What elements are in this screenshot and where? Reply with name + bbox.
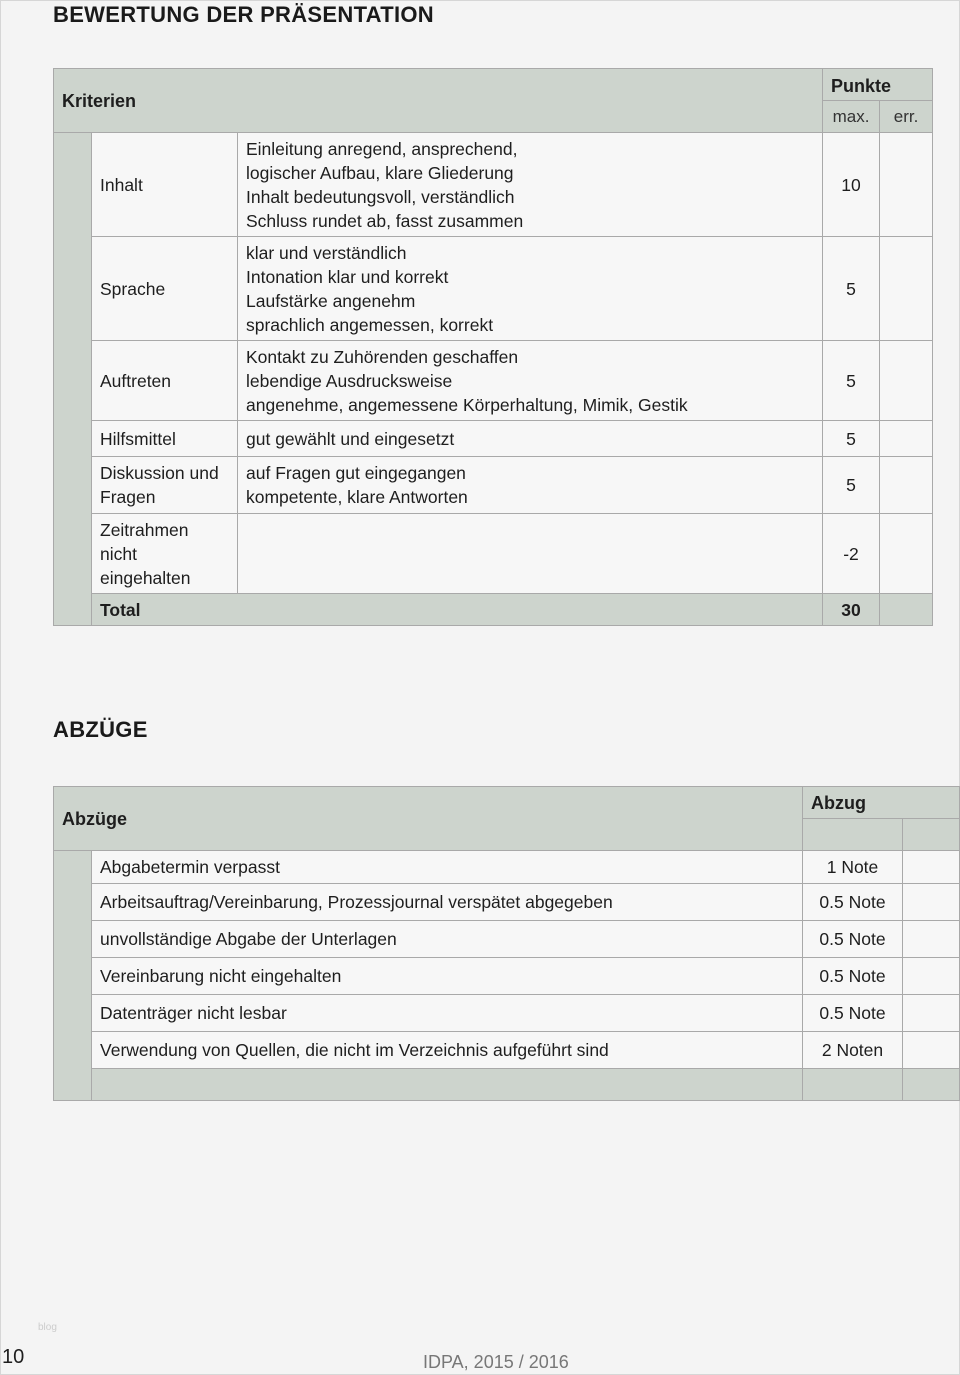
criterion-label: Sprache	[92, 237, 238, 341]
table-row	[54, 884, 960, 921]
section-title-evaluation: BEWERTUNG DER PRÄSENTATION	[53, 2, 434, 27]
max-points: 10	[823, 133, 880, 237]
empty-total-label	[92, 1069, 803, 1101]
table-row	[54, 133, 933, 237]
table-row	[54, 958, 960, 995]
header-achieved: err.	[880, 101, 933, 133]
header-subcell	[903, 819, 960, 851]
total-label: Total	[92, 594, 823, 626]
criterion-label: Diskussion und Fragen	[92, 457, 238, 514]
deduction-entry-cell[interactable]	[903, 851, 960, 884]
deduction-value: 0.5 Note	[803, 958, 903, 995]
header-max: max.	[823, 101, 880, 133]
deduction-value: 2 Noten	[803, 1032, 903, 1069]
criterion-label: Hilfsmittel	[92, 421, 238, 457]
criterion-description	[238, 514, 823, 594]
header-criteria: Kriterien	[54, 69, 823, 133]
total-row	[54, 594, 933, 626]
deduction-label: unvollständige Abgabe der Unterlagen	[92, 921, 803, 958]
deduction-entry-cell[interactable]	[903, 958, 960, 995]
deduction-label: Verwendung von Quellen, die nicht im Verzeichnis aufgeführt sind	[92, 1032, 803, 1069]
deduction-value: 0.5 Note	[803, 921, 903, 958]
table-row	[54, 921, 960, 958]
deduction-label: Abgabetermin verpasst	[92, 851, 803, 884]
header-deductions: Abzüge	[54, 787, 803, 851]
achieved-points-cell[interactable]	[880, 237, 933, 341]
header-deduction: Abzug	[803, 787, 960, 819]
footer-text: IDPA, 2015 / 2016	[423, 1352, 569, 1372]
deduction-label: Vereinbarung nicht eingehalten	[92, 958, 803, 995]
table-row	[54, 995, 960, 1032]
table-row	[54, 1032, 960, 1069]
max-points: 5	[823, 237, 880, 341]
deduction-entry-cell[interactable]	[903, 1032, 960, 1069]
evaluation-table	[53, 68, 933, 626]
section-title-deductions: ABZÜGE	[53, 717, 148, 742]
achieved-points-cell[interactable]	[880, 457, 933, 514]
max-points: 5	[823, 457, 880, 514]
deduction-entry-cell[interactable]	[903, 995, 960, 1032]
table-row	[54, 421, 933, 457]
table-row	[54, 514, 933, 594]
total-achieved-cell[interactable]	[880, 594, 933, 626]
achieved-points-cell[interactable]	[880, 133, 933, 237]
total-max-points: 30	[823, 594, 880, 626]
table-row	[54, 851, 960, 884]
deduction-label: Datenträger nicht lesbar	[92, 995, 803, 1032]
table-row	[54, 457, 933, 514]
criterion-description: auf Fragen gut eingegangen kompetente, klare Antworten	[238, 457, 823, 514]
criterion-label: Zeitrahmen nicht eingehalten	[92, 514, 238, 594]
criterion-label: Inhalt	[92, 133, 238, 237]
achieved-points-cell[interactable]	[880, 421, 933, 457]
achieved-points-cell[interactable]	[880, 341, 933, 421]
side-shade-column	[54, 851, 92, 1101]
deduction-entry-cell[interactable]	[903, 921, 960, 958]
deduction-value: 0.5 Note	[803, 995, 903, 1032]
deduction-label: Arbeitsauftrag/Vereinbarung, Prozessjournal verspätet abgegeben	[92, 884, 803, 921]
max-points: -2	[823, 514, 880, 594]
deductions-table	[53, 786, 960, 1101]
max-points: 5	[823, 341, 880, 421]
deduction-value: 0.5 Note	[803, 884, 903, 921]
empty-total-row	[54, 1069, 960, 1101]
header-subcell	[803, 819, 903, 851]
header-points: Punkte	[823, 69, 933, 101]
achieved-points-cell[interactable]	[880, 514, 933, 594]
max-points: 5	[823, 421, 880, 457]
criterion-description: gut gewählt und eingesetzt	[238, 421, 823, 457]
criterion-description: Einleitung anregend, ansprechend, logischer Aufbau, klare Gliederung Inhalt bedeutungsvoll, verständlich Schluss rundet ab, fasst zusammen	[238, 133, 823, 237]
watermark-text: blog	[38, 1322, 57, 1333]
table-row	[54, 237, 933, 341]
deduction-value: 1 Note	[803, 851, 903, 884]
empty-total-value	[803, 1069, 903, 1101]
criterion-description: klar und verständlich Intonation klar und korrekt Laufstärke angenehm sprachlich angemessen, korrekt	[238, 237, 823, 341]
criterion-label: Auftreten	[92, 341, 238, 421]
empty-total-entry[interactable]	[903, 1069, 960, 1101]
criterion-description: Kontakt zu Zuhörenden geschaffen lebendige Ausdrucksweise angenehme, angemessene Körperhaltung, Mimik, Gestik	[238, 341, 823, 421]
page-number: 10	[2, 1346, 25, 1368]
table-row	[54, 341, 933, 421]
deduction-entry-cell[interactable]	[903, 884, 960, 921]
side-shade-column	[54, 133, 92, 626]
